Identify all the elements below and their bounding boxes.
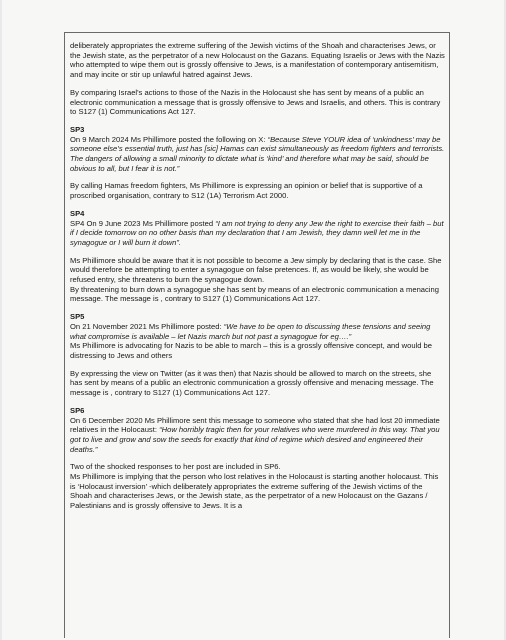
- paragraph-text: SP4 On 9 June 2023 Ms Phillimore posted: [70, 218, 214, 228]
- paragraph: [70, 285, 445, 304]
- paragraph-text: Two of the shocked responses to her post are included in SP6.: [70, 462, 281, 472]
- paragraph: [70, 416, 445, 455]
- paragraph-text: Ms Phillimore is advocating for Nazis to be able to march – this is a grossly offensive concept, and would be distressing to Jews and others: [70, 341, 433, 360]
- section-heading: [70, 406, 445, 416]
- paragraph: [70, 219, 445, 248]
- section-heading-text: SP3: [70, 124, 85, 134]
- section-heading: [70, 312, 445, 322]
- document-text-frame: [64, 32, 450, 638]
- paragraph: [70, 322, 445, 341]
- section-heading: [70, 209, 445, 219]
- paragraph: [70, 135, 445, 174]
- paragraph-text: By calling Hamas freedom fighters, Ms Phillimore is expressing an opinion or belief that is supportive of a proscribed organisation, contrary to S12 (1A) Terrorism Act 2000.: [70, 181, 423, 201]
- section-heading: [70, 125, 445, 135]
- paragraph: [70, 88, 445, 117]
- paragraph-text: On 6 December 2020 Ms Phillimore sent this message to someone who stated that she had lost 20 immediate relatives in the Holocaust:: [70, 415, 440, 435]
- quoted-post: “Because Steve YOUR idea of ‘unkindness’ may be someone else’s essential truth, just has [sic] Hamas can exist simultaneously as freedom fighters and terrorists. The dangers of allowing a small minority to dictate what is ‘kind’ and therefore what may be said, should be obvious to all, but I fear it is not.”: [70, 134, 445, 173]
- section-heading-text: SP6: [70, 405, 85, 415]
- paragraph: [70, 41, 445, 80]
- paragraph-text: deliberately appropriates the extreme suffering of the Jewish victims of the Shoah and characterises Jews, or the Jewish state, as the perpetrator of a new Holocaust on the Gazans. Equating Israelis or Jews with the Nazis who attempted to wipe them out is grossly offensive to Jews, is a manifestation of contemporary antisemitism, and may incite or stir up unlawful hatred against Jews.: [70, 41, 445, 80]
- section-heading-text: SP4: [70, 208, 85, 218]
- paragraph: [70, 462, 445, 472]
- quoted-post: “I am not trying to deny any Jew the right to exercise their faith – but if I decide tomorrow on no other basis than my declaration that I am Jewish, they damn well let me in the synagogue or I will burn it down”.: [70, 218, 444, 247]
- quoted-post: “How horribly tragic then for your relatives who were murdered in this way. That you got to live and grow and sow the seeds for exactly that kind of regime which desired and engineered their deaths.”: [70, 425, 440, 454]
- paragraph: [70, 181, 445, 200]
- paragraph: [70, 341, 445, 360]
- paragraph: [70, 472, 445, 511]
- paragraph-text: By expressing the view on Twitter (as it was then) that Nazis should be allowed to march on the streets, she has sent by means of a public an electronic communication a grossly offensive and menacing message. The message is , contrary to S127 (1) Communications Act 127.: [70, 368, 434, 398]
- section-heading-text: SP5: [70, 312, 85, 322]
- paragraph: [70, 256, 445, 285]
- paragraph: [70, 369, 445, 398]
- paragraph-text: By threatening to burn down a synagogue she has sent by means of an electronic communication a menacing message. The message is , contrary to S127 (1) Communications Act 127.: [70, 284, 439, 304]
- paragraph-text: Ms Phillimore is implying that the person who lost relatives in the Holocaust is starting another holocaust. This is ‘Holocaust inversion’ -which deliberately appropriates the extreme suffering of the Jewish victims of the Shoah and characterises Jews, or the Jewish state, as the perpetrator of a new Holocaust on the Gazans / Palestinians and is grossly offensive to Jews. It is a: [70, 472, 439, 511]
- paragraph-text: On 9 March 2024 Ms Phillimore posted the following on X:: [70, 134, 266, 144]
- document-page: [2, 0, 504, 640]
- paragraph-text: By comparing Israel's actions to those of the Nazis in the Holocaust she has sent by means of a public an electronic communication a message that is grossly offensive to Jews and Israelis, and others. This is contrary to S127 (1) Communications Act 127.: [70, 87, 441, 117]
- paragraph-text: On 21 November 2021 Ms Phillimore posted:: [70, 321, 222, 331]
- paragraph-text: Ms Phillimore should be aware that it is not possible to become a Jew simply by declaring that is the case. She would therefore be attempting to enter a synagogue on false pretences. If, as would be likely, she would be refused entry, she threatens to burn the synagogue down.: [70, 255, 442, 285]
- quoted-post: “We have to be open to discussing these tensions and seeing what compromise is available – let Nazis march but not past a synagogue for eg….”: [70, 321, 431, 341]
